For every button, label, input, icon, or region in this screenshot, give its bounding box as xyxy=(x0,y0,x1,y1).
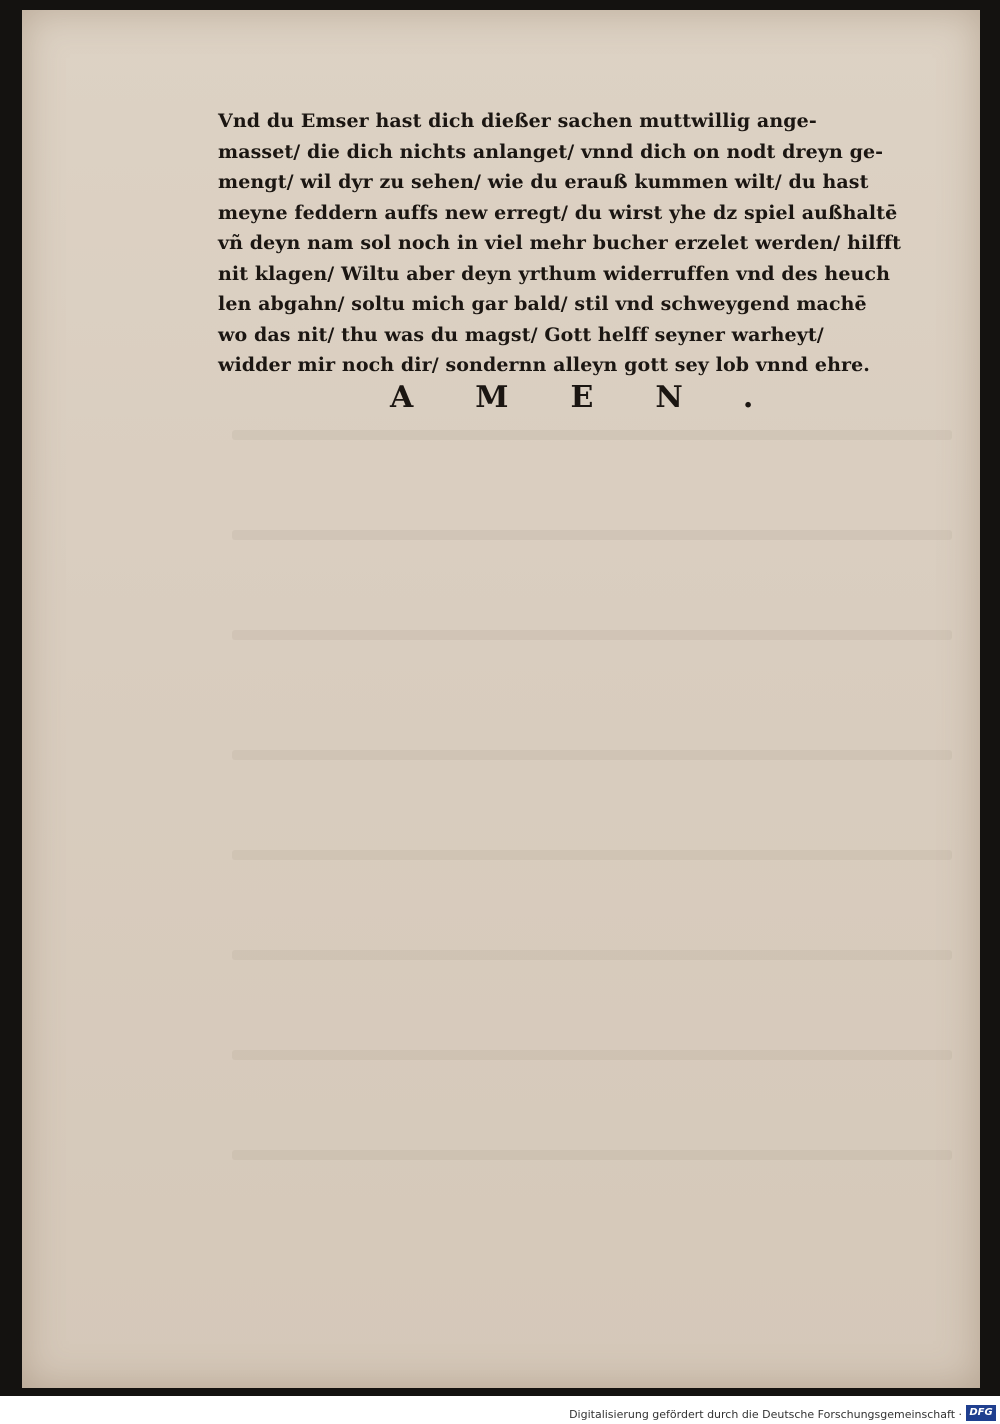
bleed-through-mark xyxy=(232,850,952,860)
text-line: nit klagen/ Wiltu aber deyn yrthum widerruffen vnd des heuch xyxy=(218,262,891,285)
body-text xyxy=(218,106,918,381)
text-line: masset/ die dich nichts anlanget/ vnnd dich on nodt dreyn ge- xyxy=(218,140,884,163)
text-line: len abgahn/ soltu mich gar bald/ stil vnd schweygend machē xyxy=(218,293,867,315)
dfg-logo: DFG xyxy=(966,1405,996,1421)
text-line: widder mir noch dir/ sondernn alleyn gott sey lob vnnd ehre. xyxy=(218,354,871,376)
text-line: Vnd du Emser hast dich dießer sachen muttwillig ange- xyxy=(218,110,817,132)
bleed-through-mark xyxy=(232,1050,952,1060)
bleed-through-mark xyxy=(232,630,952,640)
text-line: mengt/ wil dyr zu sehen/ wie du erauß kummen wilt/ du hast xyxy=(218,171,869,193)
bleed-through-mark xyxy=(232,750,952,760)
closing-amen: AMEN. xyxy=(390,380,816,415)
bleed-through-mark xyxy=(232,430,952,440)
bleed-through-mark xyxy=(232,530,952,540)
funding-credit: Digitalisierung gefördert durch die Deutsche Forschungsgemeinschaft · xyxy=(569,1408,962,1421)
bleed-through-mark xyxy=(232,1150,952,1160)
text-line: wo das nit/ thu was du magst/ Gott helff seyner warheyt/ xyxy=(218,323,824,346)
text-line: vñ deyn nam sol noch in viel mehr bucher erzelet werden/ hilfft xyxy=(218,232,902,254)
text-line: meyne feddern auffs new erregt/ du wirst yhe dz spiel außhaltē xyxy=(218,201,898,224)
bleed-through-mark xyxy=(232,950,952,960)
